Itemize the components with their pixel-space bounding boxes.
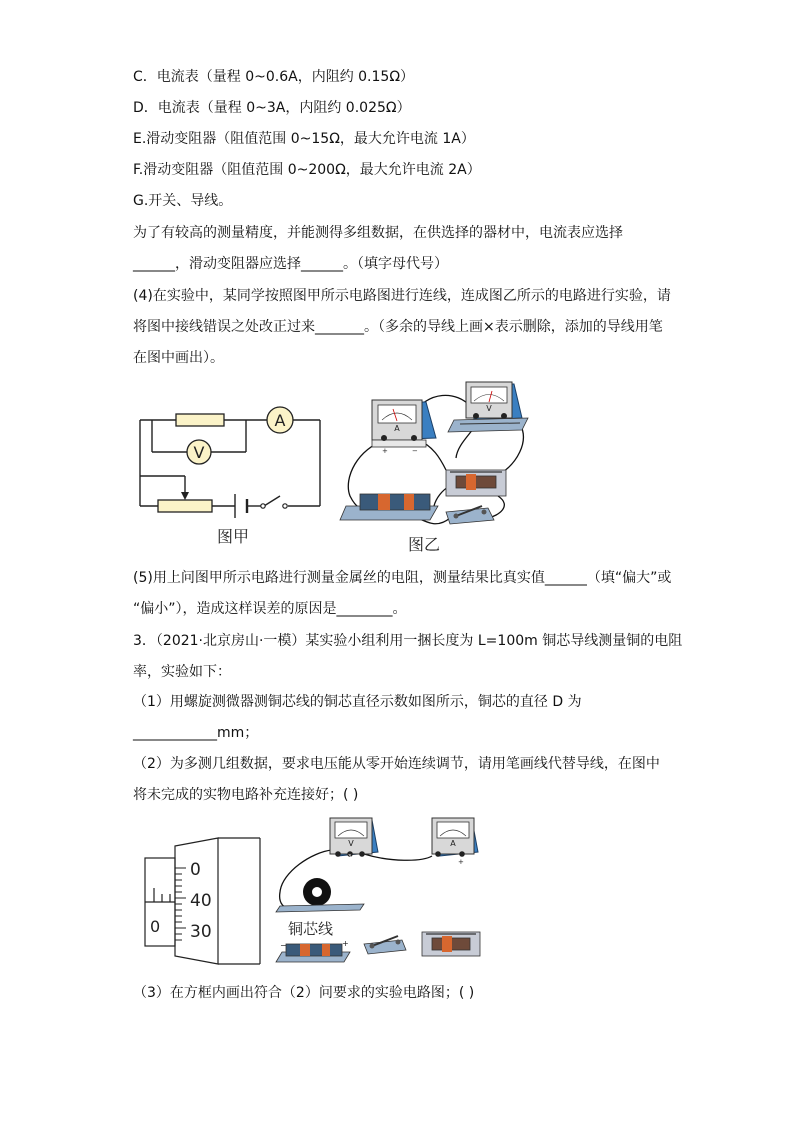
question-3-2-b: 将未完成的实物电路补充连接好；( ) xyxy=(133,787,359,803)
caption-yi: 图乙 xyxy=(407,535,441,554)
ammeter3-face-label: A xyxy=(450,839,456,848)
copper-coil xyxy=(276,878,364,912)
line-c: C．电流表（量程 0~0.6A，内阻约 0.15Ω） xyxy=(133,69,415,85)
ammeter-label: A xyxy=(274,411,286,430)
rheostat3-minus: − xyxy=(280,941,287,950)
micrometer-thimble-0: 0 xyxy=(190,860,201,880)
voltmeter3-face-label: V xyxy=(348,839,354,848)
rheostat-3-left xyxy=(276,939,350,962)
switch-3 xyxy=(364,936,406,954)
rheostat-3-right xyxy=(422,932,480,956)
micrometer-thimble-30: 30 xyxy=(190,922,212,942)
line-g: G.开关、导线。 xyxy=(133,193,233,209)
circuit-diagram-jia xyxy=(130,400,330,550)
copper-wire-circuit xyxy=(272,812,487,972)
resistor-top xyxy=(176,414,224,426)
voltmeter-label: V xyxy=(193,443,205,462)
physical-circuit-yi xyxy=(338,378,538,558)
rheostat3-plus: + xyxy=(342,939,349,948)
question-3-header: 3．（2021·北京房山·一模）某实验小组利用一捆长度为 L=100m 铜芯导线测量铜的电阻 xyxy=(133,633,683,649)
question-5-1: (5)用上问图甲所示电路进行测量金属丝的电阻，测量结果比真实值______（填“偏大”或 xyxy=(133,570,672,586)
question-3-1: （1）用螺旋测微器测铜芯线的铜芯直径示数如图所示，铜芯的直径 D 为 xyxy=(133,694,582,710)
question-4-3: 在图中画出）。 xyxy=(133,350,224,366)
voltmeter-device xyxy=(466,382,522,420)
question-select-2: ______，滑动变阻器应选择______。（填字母代号） xyxy=(133,256,448,272)
question-4-2: 将图中接线错误之处改正过来_______。（多余的导线上画×表示删除，添加的导线用笔 xyxy=(133,319,663,335)
question-5-2: “偏小”），造成这样误差的原因是________。 xyxy=(133,601,407,617)
ammeter-minus: − xyxy=(412,447,418,455)
ammeter-plus: + xyxy=(382,447,388,455)
ammeter3-plus: + xyxy=(458,858,464,866)
micrometer-thimble-40: 40 xyxy=(190,891,212,911)
voltmeter3-terminal-3: 3 xyxy=(348,854,352,860)
rheostat-symbol xyxy=(158,500,212,512)
question-4-1: (4)在实验中，某同学按照图甲所示电路图进行连线，连成图乙所示的电路进行实验，请 xyxy=(133,288,671,304)
question-3-2: （2）为多测几组数据，要求电压能从零开始连续调节，请用笔画线代替导线，在图中 xyxy=(133,756,660,772)
micrometer-sleeve-zero: 0 xyxy=(150,917,161,936)
ammeter-device xyxy=(372,400,436,455)
switch-device xyxy=(446,506,494,524)
rheostat-device-left xyxy=(340,494,438,520)
micrometer-figure xyxy=(140,836,265,966)
question-3-1-blank: ____________mm； xyxy=(133,725,259,741)
voltmeter-face-label: V xyxy=(486,404,492,413)
question-3-3: （3）在方框内画出符合（2）问要求的实验电路图；( ) xyxy=(133,985,475,1001)
line-e: E.滑动变阻器（阻值范围 0~15Ω，最大允许电流 1A） xyxy=(133,131,475,147)
ammeter-device-3 xyxy=(432,818,478,866)
copper-wire-label: 铜芯线 xyxy=(288,920,334,938)
line-f: F.滑动变阻器（阻值范围 0~200Ω，最大允许电流 2A） xyxy=(133,162,481,178)
rheostat-device-right xyxy=(446,470,506,496)
line-d: D．电流表（量程 0~3A，内阻约 0.025Ω） xyxy=(133,100,411,116)
question-select-1: 为了有较高的测量精度，并能测得多组数据，在供选择的器材中，电流表应选择 xyxy=(133,225,623,241)
wire-board xyxy=(448,418,528,432)
caption-jia: 图甲 xyxy=(216,527,250,546)
ammeter-face-label: A xyxy=(394,424,400,433)
question-3-header-2: 率，实验如下： xyxy=(133,664,231,680)
voltmeter-device-3 xyxy=(330,818,378,860)
